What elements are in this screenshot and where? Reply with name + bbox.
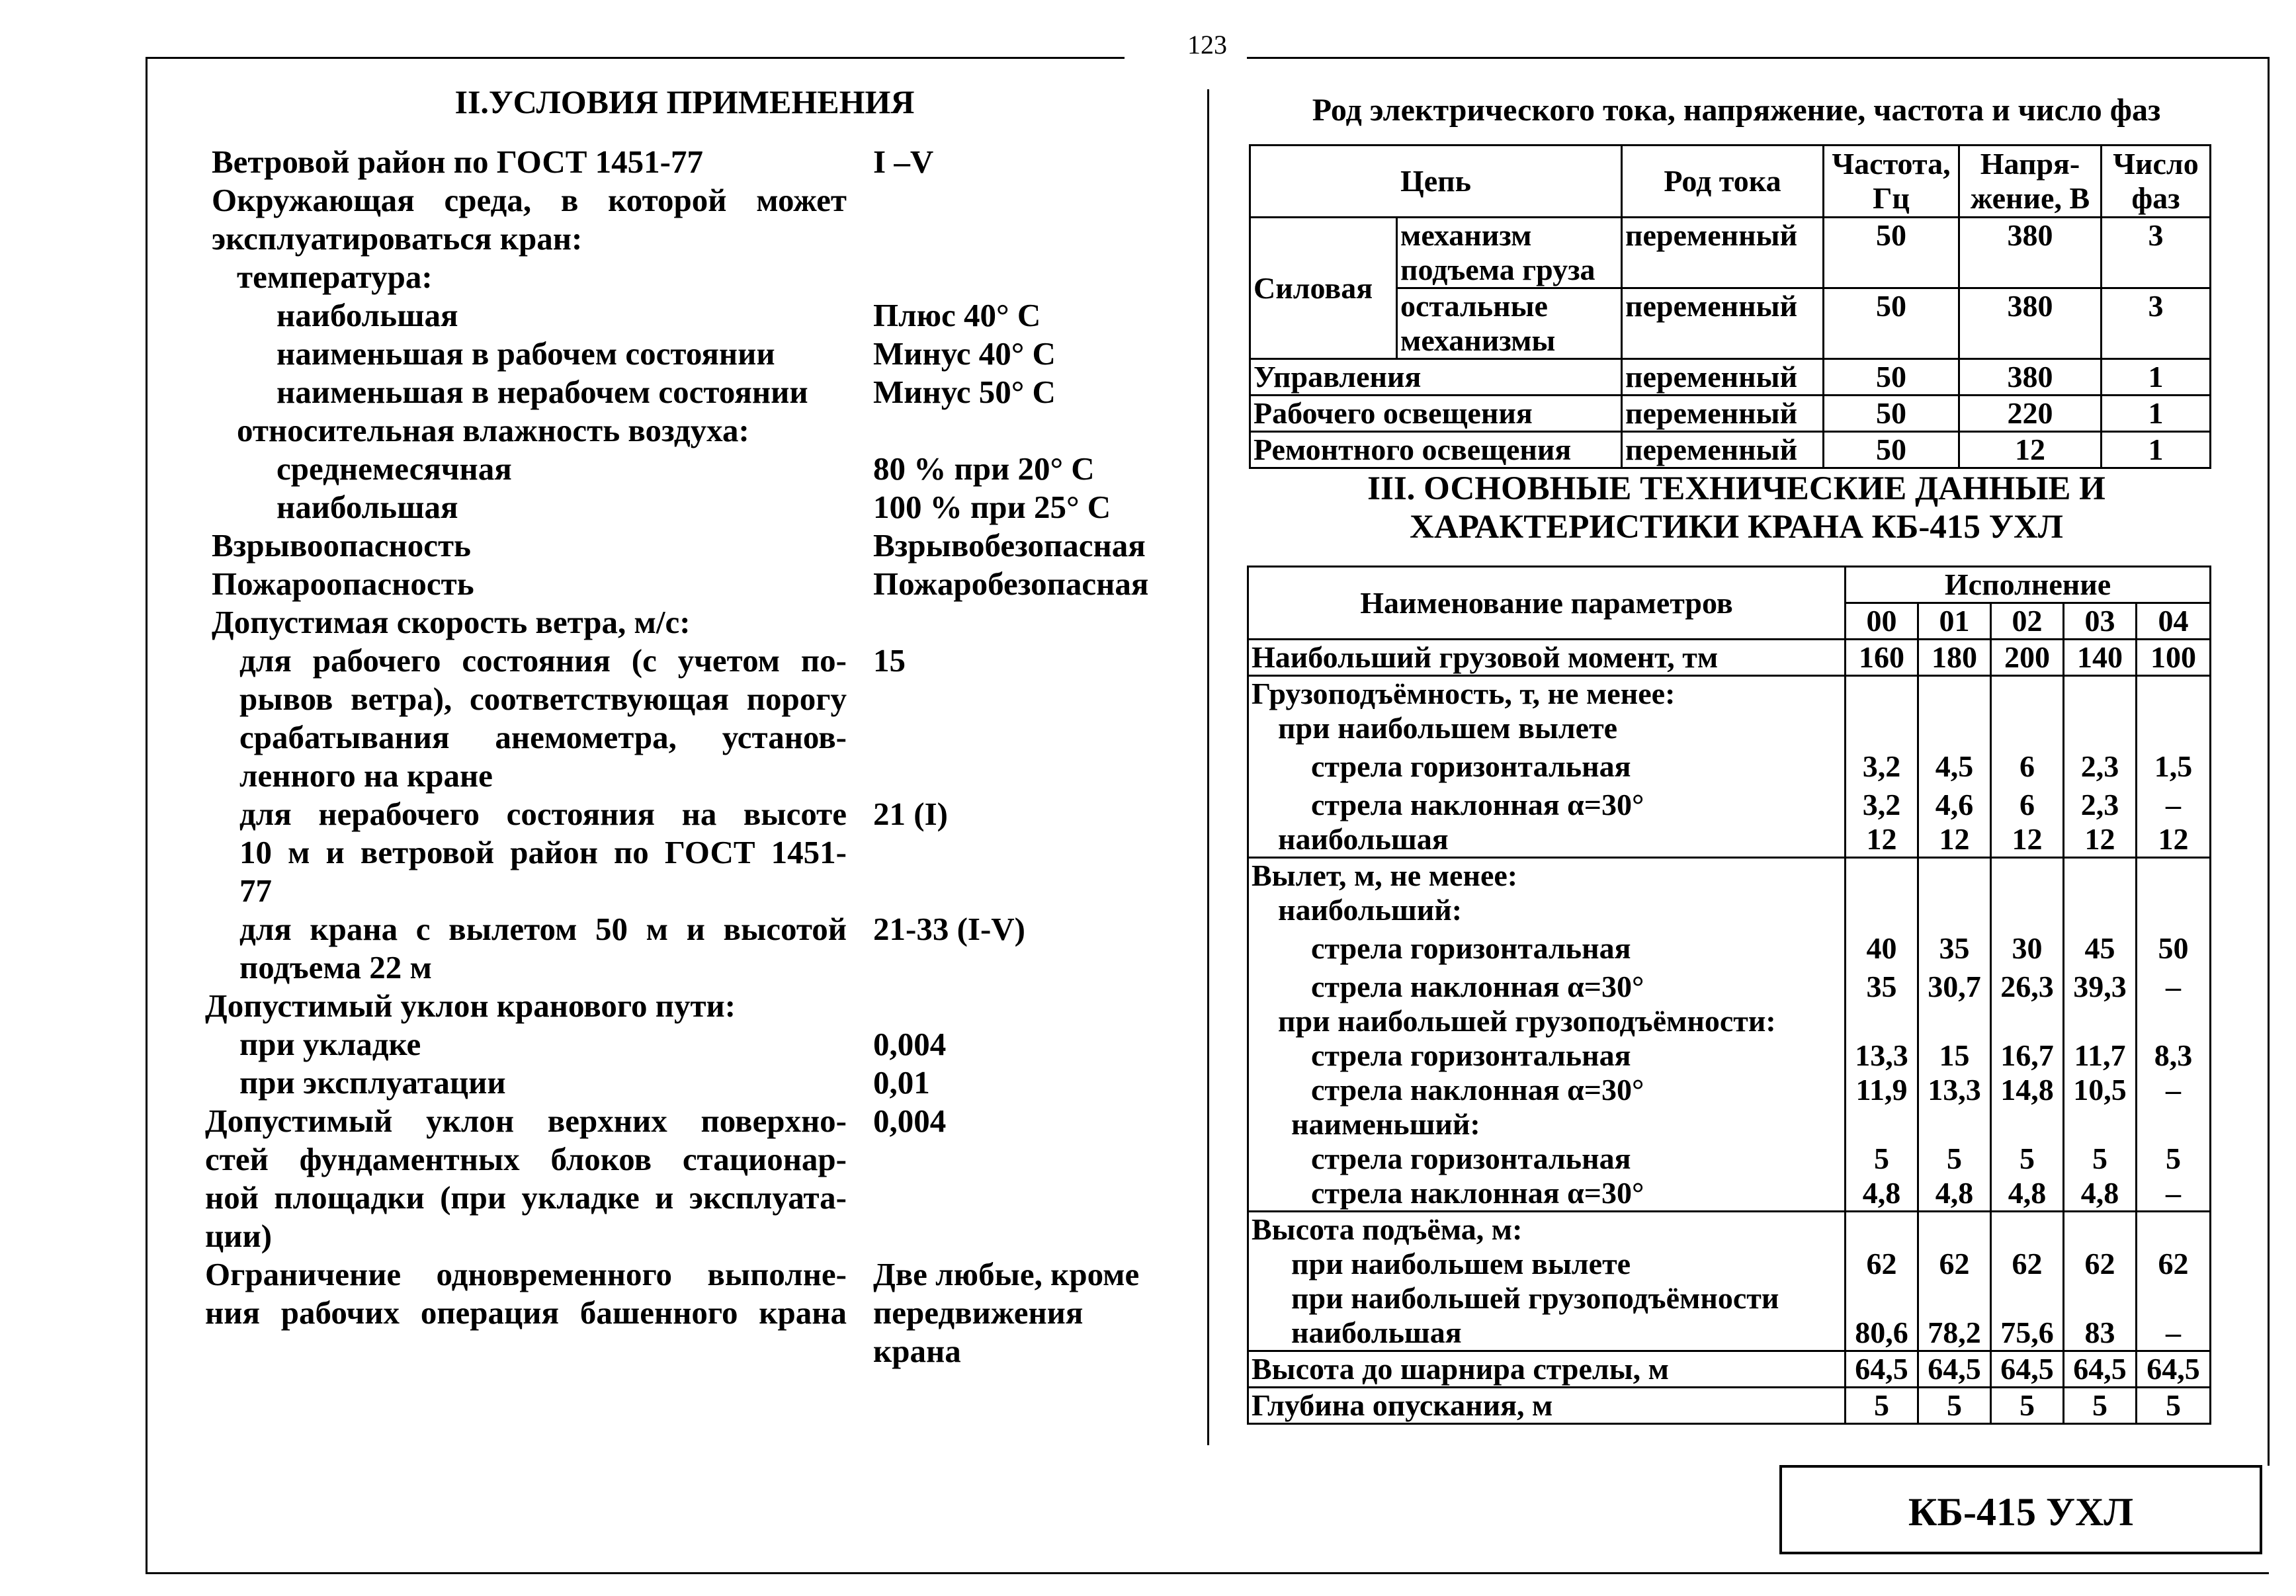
condition-text: ния рабочих операция башенного крана (205, 1294, 847, 1331)
specs-row (1248, 1004, 2211, 1038)
param-value (2064, 893, 2137, 931)
specs-row (1248, 1142, 2211, 1176)
power-table (1249, 144, 2211, 469)
param-value: 6 (1991, 749, 2064, 788)
param-value: 64,5 (1991, 1351, 2064, 1388)
specs-row (1248, 1107, 2211, 1142)
param-label: стрела горизонтальная (1248, 1142, 1846, 1176)
frequency: 50 (1824, 432, 1959, 468)
specs-row (1248, 822, 2211, 858)
param-value: 80,6 (1846, 1316, 1918, 1351)
param-value: 5 (2064, 1388, 2137, 1424)
param-value: 64,5 (2064, 1351, 2137, 1388)
param-value: 6 (1991, 788, 2064, 822)
condition-text: наибольшая (276, 297, 458, 333)
param-value: – (2137, 788, 2211, 822)
param-value (2064, 676, 2137, 712)
specs-row (1248, 676, 2211, 712)
param-value (1991, 1212, 2064, 1247)
condition-value: 80 % при 20° С (873, 450, 1095, 487)
condition-text: наименьшая в нерабочем состоянии (276, 374, 808, 410)
specs-table (1247, 566, 2211, 1425)
condition-text: рывов ветра), соответствующая порогу (239, 681, 847, 717)
condition-value: передвижения (873, 1294, 1084, 1331)
power-table-caption: Род электрического тока, напряжение, частота и число фаз (1312, 93, 2161, 128)
condition-text: при эксплуатации (239, 1064, 506, 1101)
condition-value: Минус 50° С (873, 374, 1056, 410)
voltage: 220 (1959, 396, 2102, 432)
frame-top-right (1247, 57, 2269, 59)
param-value: 64,5 (1846, 1351, 1918, 1388)
param-value: 5 (1846, 1142, 1918, 1176)
param-value: 4,8 (2064, 1176, 2137, 1212)
condition-value: крана (873, 1333, 961, 1369)
param-value: 64,5 (2137, 1351, 2211, 1388)
current-type: переменный (1622, 218, 1824, 288)
param-value (1918, 1281, 1991, 1316)
condition-text: для крана с вылетом 50 м и высотой (239, 911, 847, 947)
param-label: наибольшая (1248, 1316, 1846, 1351)
condition-value: 100 % при 25° С (873, 489, 1111, 525)
param-label: Высота подъёма, м: (1248, 1212, 1846, 1247)
param-value: 13,3 (1918, 1073, 1991, 1107)
param-value (2137, 1281, 2211, 1316)
param-label: при наибольшем вылете (1248, 711, 1846, 749)
param-value: 75,6 (1991, 1316, 2064, 1351)
param-value: 35 (1846, 970, 1918, 1004)
condition-text: Допустимая скорость ветра, м/с: (212, 604, 691, 640)
param-value (1991, 893, 2064, 931)
current-type: переменный (1622, 432, 1824, 468)
condition-text: ленного на кране (239, 757, 493, 794)
param-value (1991, 676, 2064, 712)
circuit-name: механизм подъема груза (1397, 218, 1622, 288)
circuit-name: Управления (1250, 359, 1622, 396)
param-value (1991, 711, 2064, 749)
param-value (1846, 1281, 1918, 1316)
specs-row (1248, 858, 2211, 894)
param-value: 4,8 (1918, 1176, 1991, 1212)
condition-text: стей фундаментных блоков стационар- (205, 1141, 847, 1177)
section-title-specs-line2: ХАРАКТЕРИСТИКИ КРАНА КБ-415 УХЛ (1410, 509, 2063, 546)
condition-text: Ветровой район по ГОСТ 1451-77 (212, 144, 703, 180)
current-type: переменный (1622, 288, 1824, 359)
phases: 1 (2102, 432, 2211, 468)
header-current-type: Род тока (1622, 146, 1824, 218)
param-value: 12 (2064, 822, 2137, 858)
param-value: 11,9 (1846, 1073, 1918, 1107)
param-value: – (2137, 1316, 2211, 1351)
frequency: 50 (1824, 396, 1959, 432)
specs-row (1248, 788, 2211, 822)
condition-value: Минус 40° С (873, 335, 1056, 372)
param-value (2064, 1281, 2137, 1316)
header-execution: Исполнение (1846, 567, 2211, 603)
exec-code: 02 (1991, 603, 2064, 640)
param-value (1846, 711, 1918, 749)
param-label: Высота до шарнира стрелы, м (1248, 1351, 1846, 1388)
circuit-name: остальные механизмы (1397, 288, 1622, 359)
param-value: 13,3 (1846, 1038, 1918, 1073)
frequency: 50 (1824, 218, 1959, 288)
condition-text: ной площадки (при укладке и эксплуата- (205, 1179, 847, 1216)
param-value: 40 (1846, 931, 1918, 970)
param-value: 1,5 (2137, 749, 2211, 788)
param-value: 62 (1846, 1247, 1918, 1281)
param-value (2137, 858, 2211, 894)
condition-text: для нерабочего состояния на высоте (239, 796, 847, 832)
section-title-conditions: II.УСЛОВИЯ ПРИМЕНЕНИЯ (454, 83, 915, 120)
param-value (1918, 858, 1991, 894)
condition-text: Окружающая среда, в которой может (212, 182, 847, 218)
column-divider (1207, 89, 1209, 1445)
voltage: 380 (1959, 218, 2102, 288)
param-value: 62 (2137, 1247, 2211, 1281)
param-value: 12 (1846, 822, 1918, 858)
specs-row (1248, 749, 2211, 788)
param-value: – (2137, 1073, 2211, 1107)
param-value: 5 (1991, 1142, 2064, 1176)
param-value: 15 (1918, 1038, 1991, 1073)
param-label: стрела наклонная α=30° (1248, 970, 1846, 1004)
param-value: 26,3 (1991, 970, 2064, 1004)
param-value: 2,3 (2064, 788, 2137, 822)
param-value (1918, 1107, 1991, 1142)
specs-row (1248, 931, 2211, 970)
param-value: 14,8 (1991, 1073, 2064, 1107)
param-value: 30 (1991, 931, 2064, 970)
current-type: переменный (1622, 359, 1824, 396)
param-value: 4,8 (1991, 1176, 2064, 1212)
param-value: 39,3 (2064, 970, 2137, 1004)
param-value (2137, 1212, 2211, 1247)
param-value: 180 (1918, 640, 1991, 676)
param-value: 35 (1918, 931, 1991, 970)
condition-value: 0,004 (873, 1026, 947, 1062)
param-value (1918, 676, 1991, 712)
condition-value: Пожаробезопасная (873, 566, 1149, 602)
exec-code: 03 (2064, 603, 2137, 640)
param-value: 30,7 (1918, 970, 1991, 1004)
param-value (2137, 1107, 2211, 1142)
frame-top-left (146, 57, 1125, 59)
param-label: наибольшая (1248, 822, 1846, 858)
param-value: 5 (2137, 1388, 2211, 1424)
condition-text: Взрывоопасность (212, 527, 471, 564)
param-value (1846, 1212, 1918, 1247)
param-label: Грузоподъёмность, т, не менее: (1248, 676, 1846, 712)
specs-row (1248, 970, 2211, 1004)
param-value: 64,5 (1918, 1351, 1991, 1388)
condition-value: Плюс 40° С (873, 297, 1041, 333)
phases: 1 (2102, 396, 2211, 432)
param-value: 4,5 (1918, 749, 1991, 788)
param-label: наименьший: (1248, 1107, 1846, 1142)
param-label: стрела горизонтальная (1248, 1038, 1846, 1073)
param-value: 12 (1991, 822, 2064, 858)
param-value: 140 (2064, 640, 2137, 676)
frequency: 50 (1824, 288, 1959, 359)
param-value (2064, 1212, 2137, 1247)
param-value (1846, 893, 1918, 931)
page-number: 123 (1187, 30, 1227, 60)
condition-text: 77 (239, 872, 272, 909)
param-value (2064, 858, 2137, 894)
condition-value: 21-33 (I-V) (873, 911, 1025, 947)
condition-value: 15 (873, 642, 906, 679)
circuit-name: Рабочего освещения (1250, 396, 1622, 432)
phases: 1 (2102, 359, 2211, 396)
param-value: 4,8 (1846, 1176, 1918, 1212)
power-row (1250, 359, 2211, 396)
specs-row (1248, 1212, 2211, 1247)
param-value: 8,3 (2137, 1038, 2211, 1073)
frequency: 50 (1824, 359, 1959, 396)
param-value (1918, 1004, 1991, 1038)
power-row (1250, 432, 2211, 468)
param-value: 16,7 (1991, 1038, 2064, 1073)
specs-row (1248, 1247, 2211, 1281)
condition-value: 0,01 (873, 1064, 930, 1101)
specs-row (1248, 1176, 2211, 1212)
current-type: переменный (1622, 396, 1824, 432)
condition-text: Допустимый уклон верхних поверхно- (205, 1103, 847, 1139)
param-value: – (2137, 970, 2211, 1004)
header-voltage: Напря-жение, В (1959, 146, 2102, 218)
condition-text: среднемесячная (276, 450, 512, 487)
condition-value: 21 (I) (873, 796, 948, 832)
condition-text: эксплуатироваться кран: (212, 220, 583, 257)
exec-code: 01 (1918, 603, 1991, 640)
param-value: 4,6 (1918, 788, 1991, 822)
specs-row (1248, 1316, 2211, 1351)
param-value (1991, 1107, 2064, 1142)
param-value (1918, 711, 1991, 749)
param-value: 200 (1991, 640, 2064, 676)
param-value: 3,2 (1846, 749, 1918, 788)
frame-right (2268, 57, 2270, 1466)
param-label: при наибольшем вылете (1248, 1247, 1846, 1281)
param-value (2137, 893, 2211, 931)
param-value: 160 (1846, 640, 1918, 676)
param-value: 5 (1918, 1142, 1991, 1176)
param-label: Вылет, м, не менее: (1248, 858, 1846, 894)
voltage: 12 (1959, 432, 2102, 468)
voltage: 380 (1959, 359, 2102, 396)
exec-code: 00 (1846, 603, 1918, 640)
condition-text: Ограничение одновременного выполне- (205, 1256, 847, 1292)
specs-row (1248, 1351, 2211, 1388)
condition-text: Пожароопасность (212, 566, 474, 602)
header-param-name: Наименование параметров (1248, 567, 1846, 640)
param-value: 12 (2137, 822, 2211, 858)
param-label: стрела горизонтальная (1248, 749, 1846, 788)
specs-row (1248, 711, 2211, 749)
param-value: 10,5 (2064, 1073, 2137, 1107)
param-value (2137, 1004, 2211, 1038)
param-label: Глубина опускания, м (1248, 1388, 1846, 1424)
param-label: стрела наклонная α=30° (1248, 788, 1846, 822)
specs-row (1248, 1038, 2211, 1073)
specs-row (1248, 640, 2211, 676)
param-value: 62 (2064, 1247, 2137, 1281)
param-value (1846, 858, 1918, 894)
param-label: наибольший: (1248, 893, 1846, 931)
param-value (2064, 711, 2137, 749)
power-header-row (1250, 146, 2211, 218)
param-value: 100 (2137, 640, 2211, 676)
param-label: Наибольший грузовой момент, тм (1248, 640, 1846, 676)
specs-header-row (1248, 567, 2211, 603)
condition-text: срабатывания анемометра, установ- (239, 719, 847, 755)
param-label: стрела наклонная α=30° (1248, 1176, 1846, 1212)
param-value (2137, 711, 2211, 749)
frame-left (146, 57, 148, 1574)
exec-code: 04 (2137, 603, 2211, 640)
param-value: 62 (1918, 1247, 1991, 1281)
power-row (1250, 218, 2211, 288)
condition-text: ции) (205, 1218, 273, 1254)
param-value (2137, 676, 2211, 712)
group-power: Силовая (1250, 218, 1397, 359)
param-value (1991, 1004, 2064, 1038)
param-value: 45 (2064, 931, 2137, 970)
condition-value: 0,004 (873, 1103, 947, 1139)
condition-text: температура: (237, 259, 433, 295)
header-circuit: Цепь (1250, 146, 1622, 218)
phases: 3 (2102, 218, 2211, 288)
param-value: 11,7 (2064, 1038, 2137, 1073)
condition-text: наименьшая в рабочем состоянии (276, 335, 775, 372)
condition-text: для рабочего состояния (с учетом по- (239, 642, 847, 679)
header-phases: Число фаз (2102, 146, 2211, 218)
condition-value: I –V (873, 144, 934, 180)
header-frequency: Частота, Гц (1824, 146, 1959, 218)
param-value: 12 (1918, 822, 1991, 858)
param-label: при наибольшей грузоподъёмности (1248, 1281, 1846, 1316)
circuit-name: Ремонтного освещения (1250, 432, 1622, 468)
specs-row (1248, 1073, 2211, 1107)
condition-text: относительная влажность воздуха: (237, 412, 749, 448)
param-value: 2,3 (2064, 749, 2137, 788)
condition-text: при укладке (239, 1026, 421, 1062)
section-title-specs-line1: III. ОСНОВНЫЕ ТЕХНИЧЕСКИЕ ДАННЫЕ И (1367, 470, 2105, 507)
frame-bottom (146, 1572, 2269, 1574)
param-value: 78,2 (1918, 1316, 1991, 1351)
param-value (2064, 1107, 2137, 1142)
param-value: – (2137, 1176, 2211, 1212)
param-value: 5 (1918, 1388, 1991, 1424)
phases: 3 (2102, 288, 2211, 359)
power-row (1250, 396, 2211, 432)
param-label: стрела наклонная α=30° (1248, 1073, 1846, 1107)
condition-text: Допустимый уклон кранового пути: (205, 987, 736, 1024)
param-value (1918, 1212, 1991, 1247)
voltage: 380 (1959, 288, 2102, 359)
param-value: 83 (2064, 1316, 2137, 1351)
param-value: 5 (2064, 1142, 2137, 1176)
specs-row (1248, 893, 2211, 931)
param-value (1991, 1281, 2064, 1316)
title-block-text: КБ-415 УХЛ (1908, 1490, 2134, 1534)
param-value: 62 (1991, 1247, 2064, 1281)
param-label: при наибольшей грузоподъёмности: (1248, 1004, 1846, 1038)
param-label: стрела горизонтальная (1248, 931, 1846, 970)
param-value: 3,2 (1846, 788, 1918, 822)
param-value (1846, 1107, 1918, 1142)
condition-text: наибольшая (276, 489, 458, 525)
specs-row (1248, 1388, 2211, 1424)
param-value: 5 (1846, 1388, 1918, 1424)
param-value (1918, 893, 1991, 931)
condition-value: Две любые, кроме (873, 1256, 1140, 1292)
param-value (1991, 858, 2064, 894)
param-value (1846, 676, 1918, 712)
condition-text: 10 м и ветровой район по ГОСТ 1451- (239, 834, 847, 870)
specs-row (1248, 1281, 2211, 1316)
param-value (2064, 1004, 2137, 1038)
param-value: 5 (1991, 1388, 2064, 1424)
param-value: 5 (2137, 1142, 2211, 1176)
param-value (1846, 1004, 1918, 1038)
param-value: 50 (2137, 931, 2211, 970)
condition-text: подъема 22 м (239, 949, 432, 986)
condition-value: Взрывобезопасная (873, 527, 1146, 564)
